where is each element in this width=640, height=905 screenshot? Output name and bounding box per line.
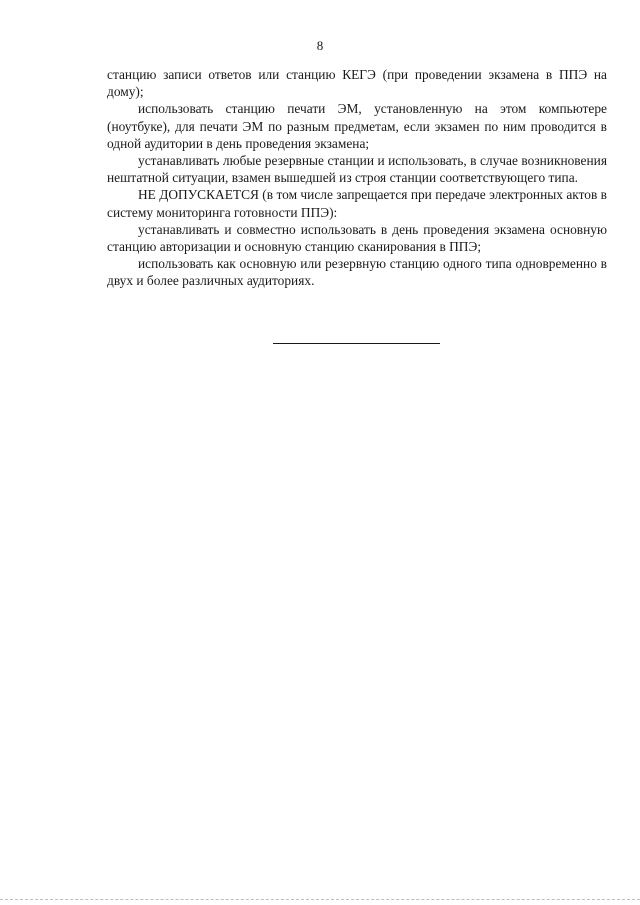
end-of-text-rule — [273, 343, 440, 344]
paragraph-not-allowed-heading: НЕ ДОПУСКАЕТСЯ (в том числе запрещается при передаче электронных актов в систему мониторинга готовности ППЭ): — [107, 187, 607, 220]
paragraph-auth-scan-stations: устанавливать и совместно использовать в день проведения экзамена основную станцию авторизации и основную станцию сканирования в ППЭ; — [107, 221, 607, 255]
paragraph-continuation: станцию записи ответов или станцию КЕГЭ (при проведении экзамена в ППЭ на дому); — [107, 67, 607, 100]
paragraph-multiple-auditoriums: использовать как основную или резервную станцию одного типа одновременно в двух и более различных аудиториях. — [107, 256, 607, 289]
paragraph-print-station: использовать станцию печати ЭМ, установленную на этом компьютере (ноутбуке), для печати ЭМ по разным предметам, если экзамен по ним проводится в одной аудитории в день проведения экзамена; — [107, 101, 607, 151]
paragraph-reserve-stations: устанавливать любые резервные станции и использовать, в случае возникновения нештатной ситуации, взамен вышедшей из строя станции соответствующего типа. — [107, 153, 607, 186]
document-body — [107, 66, 607, 290]
page-number: 8 — [316, 38, 324, 53]
scan-bottom-edge — [0, 899, 640, 900]
